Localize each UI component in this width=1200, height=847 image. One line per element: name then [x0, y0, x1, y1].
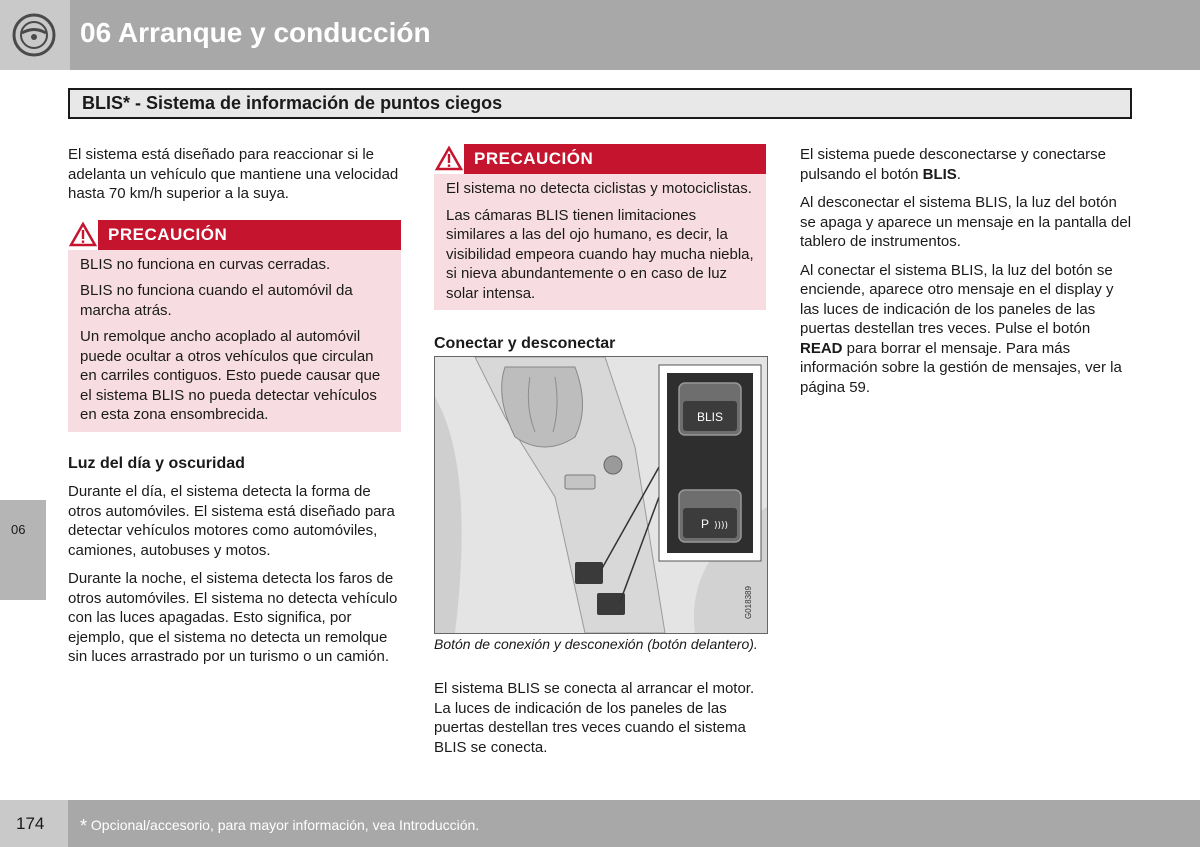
warning-triangle-icon — [68, 220, 98, 250]
warning-item: BLIS no funciona cuando el automóvil da marcha atrás. — [80, 282, 353, 319]
warning-label: PRECAUCIÓN — [108, 224, 228, 244]
day-paragraph: Durante el día, el sistema detecta la forma de otros automóviles. El sistema está diseñado para detectar vehículos motores como automóviles, camiones, autobuses y motos. — [68, 483, 395, 559]
subheading-day-night: Luz del día y oscuridad — [68, 454, 245, 472]
subheading-connect: Conectar y desconectar — [434, 335, 616, 352]
footnote-star: * — [80, 816, 88, 836]
middle-column-para — [434, 679, 766, 766]
warning-triangle-icon — [434, 144, 464, 174]
chapter-side-tab — [0, 500, 46, 600]
disconnect-paragraph — [800, 145, 1133, 184]
warning-header — [68, 220, 401, 250]
warning-header — [434, 144, 766, 174]
warning-item: BLIS no funciona en curvas cerradas. — [80, 255, 331, 273]
warning-body — [68, 250, 401, 432]
intro-paragraph: El sistema está diseñado para reaccionar si le adelanta un vehículo que mantiene una velocidad hasta 70 km/h superior a la suya. — [68, 146, 399, 202]
chapter-title: 06 Arranque y conducción — [80, 17, 431, 48]
blis-button-figure — [434, 356, 768, 634]
chapter-header — [0, 0, 1200, 70]
middle-column — [434, 144, 766, 363]
warning-item: Las cámaras BLIS tienen limitaciones similares a las del ojo humano, es decir, la visibilidad empeora cuando hay mucha niebla, si nieva abundantemente o en caso de luz solar intensa. — [446, 206, 754, 302]
section-title-box — [68, 88, 1132, 119]
text-run: . — [956, 165, 961, 183]
section-title: BLIS* - Sistema de información de puntos ciegos — [82, 93, 503, 113]
chapter-icon-box — [0, 0, 70, 70]
text-run: para borrar el mensaje. Para más información sobre la gestión de mensajes, ver la página 59. — [800, 339, 1122, 396]
warning-item: Un remolque ancho acoplado al automóvil puede ocultar a otros vehículos que circulan en carriles contiguos. Esto puede causar que el sistema BLIS no pueda detectar vehículos en esta zona ensombrecida. — [80, 328, 381, 423]
warning-box-middle — [434, 144, 766, 310]
console-illustration — [435, 357, 767, 633]
park-sensor-icon: )))) — [713, 521, 729, 531]
left-column — [68, 145, 401, 676]
read-bold: READ — [800, 339, 843, 357]
blis-button-label: BLIS — [696, 410, 724, 424]
steering-wheel-icon — [0, 0, 70, 70]
figure-caption: Botón de conexión y desconexión (botón delantero). — [434, 636, 758, 652]
warning-label: PRECAUCIÓN — [474, 149, 594, 168]
page-number: 174 — [16, 814, 45, 833]
footnote-text: Opcional/accesorio, para mayor información, vea Introducción. — [87, 817, 480, 833]
page-number-box — [0, 800, 68, 847]
figure-code: G018389 — [744, 586, 753, 619]
warning-box-left — [68, 220, 401, 432]
park-button-label: P — [700, 517, 710, 531]
disconnect-info-paragraph: Al desconectar el sistema BLIS, la luz del botón se apaga y aparece un mensaje en la pantalla del tablero de instrumentos. — [800, 194, 1132, 250]
connect-info-paragraph — [800, 261, 1133, 398]
night-paragraph: Durante la noche, el sistema detecta los faros de otros automóviles. El sistema no detecta vehículo con las luces apagadas. Esto significa, por ejemplo, que el sistema no detecta un remolque sin luces arrastrado por un turismo o un camión. — [68, 570, 398, 665]
side-tab-label: 06 — [11, 522, 26, 537]
text-run: El sistema puede desconectarse y conectarse pulsando el botón — [800, 146, 1106, 183]
footnote — [80, 816, 479, 837]
connect-paragraph: El sistema BLIS se conecta al arrancar el motor. La luces de indicación de los paneles de las puertas destellan tres veces cuando el sistema BLIS se conecta. — [434, 680, 755, 756]
warning-body — [434, 174, 766, 310]
page-footer — [0, 800, 1200, 847]
blis-bold: BLIS — [922, 165, 957, 183]
warning-item: El sistema no detecta ciclistas y motociclistas. — [446, 180, 752, 197]
text-run: Al conectar el sistema BLIS, la luz del botón se enciende, aparece otro mensaje en el display y las luces de indicación de los paneles de las puertas destellan tres veces. Pulse el botón — [800, 261, 1114, 337]
right-column — [800, 145, 1133, 406]
